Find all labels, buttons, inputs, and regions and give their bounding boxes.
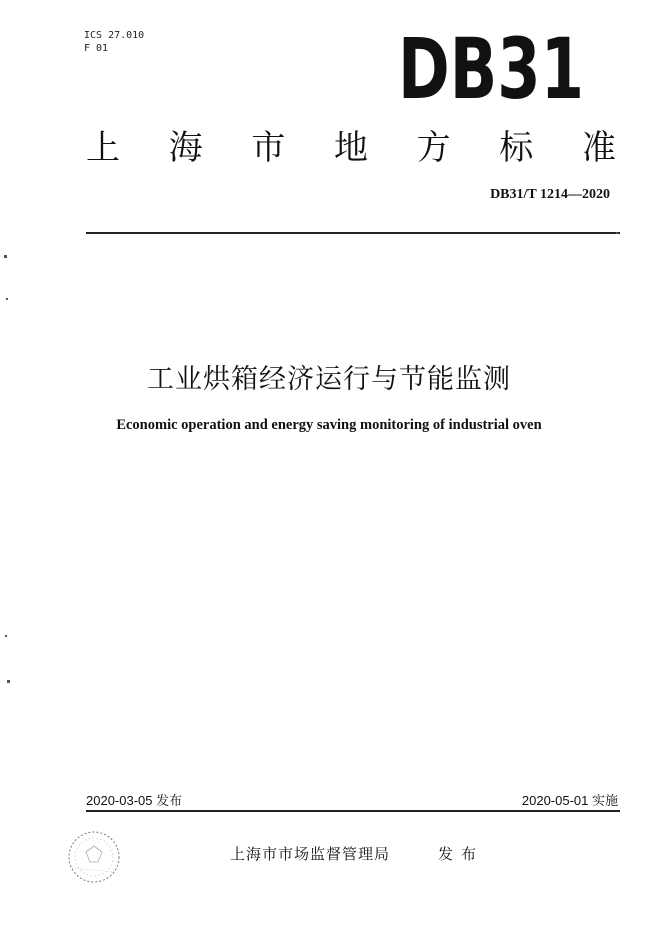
standard-type-char: 地 <box>333 127 368 168</box>
standard-type-char: 方 <box>416 127 451 168</box>
scan-speck <box>6 298 8 300</box>
standard-type-char: 准 <box>581 127 616 168</box>
implement-date: 2020-05-01 实施 <box>521 793 618 808</box>
standard-type-char: 海 <box>168 127 203 168</box>
document-title-english: Economic operation and energy saving monitoring of industrial oven <box>116 417 542 433</box>
ics-code: ICS 27.010 <box>84 30 145 41</box>
standard-number: DB31/T 1214—2020 <box>490 187 610 202</box>
standard-type-char: 标 <box>499 127 534 168</box>
official-seal-icon <box>58 828 130 886</box>
scan-speck <box>7 680 10 683</box>
classification-codes <box>84 29 144 55</box>
scan-speck <box>5 635 7 637</box>
standard-type-char: 市 <box>251 127 286 168</box>
document-title-chinese: 工业烘箱经济运行与节能监测 <box>147 364 511 395</box>
issuing-authority: 上海市市场监督管理局 <box>230 845 391 863</box>
scan-speck <box>616 232 618 234</box>
db31-logo <box>398 20 588 118</box>
footer-divider <box>86 810 620 812</box>
scan-speck <box>4 255 7 258</box>
header-divider <box>86 232 620 234</box>
logo-text: DB31 <box>398 20 584 118</box>
publish-date: 2020-03-05 发布 <box>86 793 183 808</box>
standard-type-char: 上 <box>86 127 120 168</box>
ccs-code: F 01 <box>84 43 109 54</box>
issue-label: 发布 <box>438 845 485 863</box>
standard-type-heading <box>86 120 616 168</box>
